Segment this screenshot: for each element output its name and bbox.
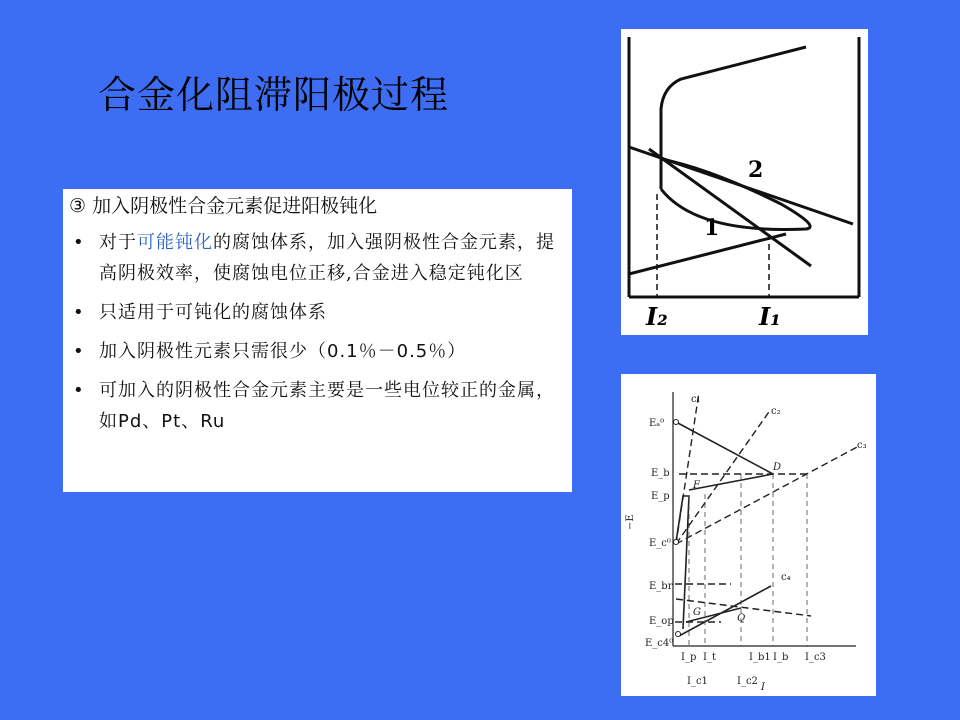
axis-label-eop: E_op <box>649 616 674 627</box>
highlighted-text: 可能钝化 <box>137 232 213 253</box>
axis-label-eb: E_b <box>651 468 670 479</box>
point-label-f: F <box>693 480 700 491</box>
axis-label-neg-e: −E <box>625 514 636 530</box>
axis-label-ib1: I_b1 <box>749 652 771 663</box>
polarization-diagram-top <box>621 29 868 335</box>
bullet-item <box>69 375 566 437</box>
point-label-g: G <box>693 607 701 618</box>
axis-label-it: I_t <box>703 652 716 663</box>
curve-label-1: 1 <box>704 215 720 241</box>
axis-label-ea: Eₐ⁰ <box>649 418 665 429</box>
axis-label-ebr: E_br <box>649 581 673 592</box>
axis-label-i1: I₁ <box>759 302 781 331</box>
bullet-text: 对于 <box>99 232 137 253</box>
bullet-text: ） <box>447 341 467 362</box>
axis-label-ip: I_p <box>681 652 697 663</box>
curve-label-c1: c₁ <box>691 394 701 405</box>
bullet-text: 只适用于可钝化的腐蚀体系 <box>99 302 327 323</box>
bullet-text: 加入阴极性元素只需很少（ <box>99 341 327 362</box>
point-label-d: D <box>773 462 782 473</box>
axis-label-ic3: I_c3 <box>805 652 826 663</box>
axis-label-i2: I₂ <box>646 302 668 331</box>
range-text: 0.1％－0.5％ <box>327 341 448 362</box>
text-box <box>63 189 572 492</box>
axis-label-i: I <box>761 682 765 693</box>
axis-label-ic1: I_c1 <box>687 676 708 687</box>
metals-text: Pd、Pt、Ru <box>118 411 226 432</box>
axis-label-ec: E_c⁰ <box>649 538 671 549</box>
axis-label-ec4: E_c4⁰ <box>645 638 674 649</box>
curve-label-2: 2 <box>748 157 764 183</box>
bullet-text: 可加入的阴极性合金元素主要是一些电位较正的金属，如 <box>99 380 555 432</box>
axis-label-ib: I_b <box>773 652 789 663</box>
curve-label-c3: c₃ <box>857 440 867 451</box>
bullet-item <box>69 336 566 367</box>
diagram-bottom-svg <box>621 374 876 696</box>
axis-label-ic2: I_c2 <box>737 676 758 687</box>
diagram-top-svg <box>621 29 868 335</box>
bullet-item <box>69 227 566 289</box>
bullet-item <box>69 297 566 328</box>
slide-title: 合金化阻滞阳极过程 <box>98 73 450 117</box>
axis-label-ep: E_p <box>651 491 670 502</box>
point-label-q: Q <box>737 613 746 624</box>
text-heading: ③ 加入阴极性合金元素促进阳极钝化 <box>69 195 378 217</box>
curve-label-c2: c₂ <box>771 406 781 417</box>
bullet-text: 的腐蚀体系，加入强阴极性合金元素，提高阴极效率，使腐蚀电位正移,合金进入稳定钝化区 <box>99 232 555 284</box>
curve-label-c4: c₄ <box>781 572 791 583</box>
polarization-diagram-bottom <box>621 374 876 696</box>
